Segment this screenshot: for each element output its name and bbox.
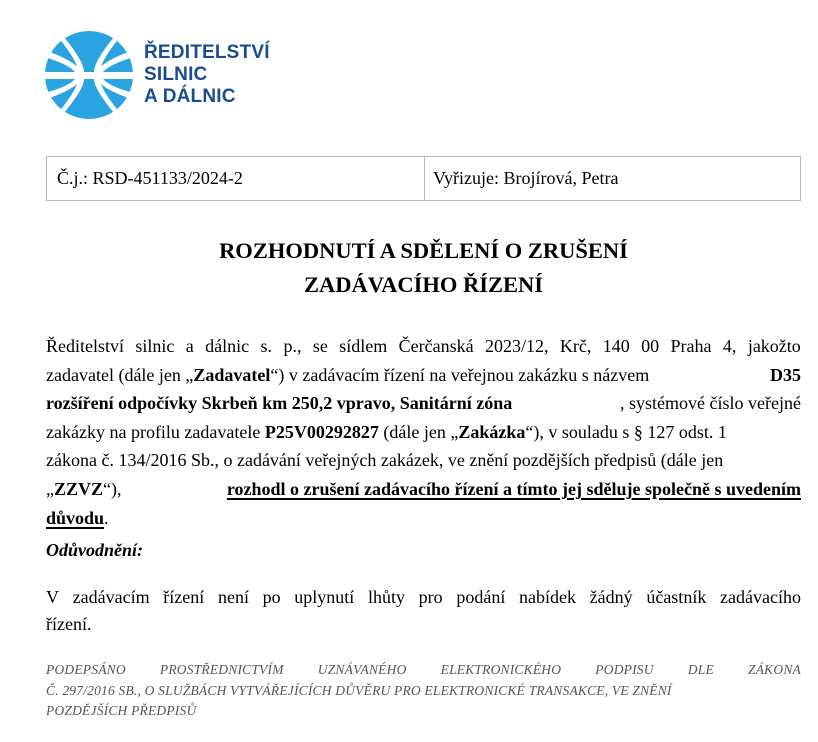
justification-heading: Odůvodnění: <box>46 540 144 560</box>
signature-line-1 <box>46 660 801 681</box>
text-run: . <box>104 507 109 528</box>
word: Čerčanská <box>398 336 474 356</box>
word: podání <box>456 587 506 607</box>
defined-term-zakazka: Zakázka <box>458 421 526 442</box>
word: a <box>185 336 194 356</box>
word: Praha <box>670 336 712 356</box>
text-run: “), <box>103 478 127 499</box>
paragraph-line-3 <box>46 389 801 418</box>
word: PODEPSÁNO <box>46 662 126 677</box>
text-run: zákona č. 134/2016 Sb., o zadávání veřejných zakázek, ve znění pozdějších předpisů (dále jen <box>46 450 724 471</box>
word: nabídek <box>519 587 576 607</box>
defined-term-zzvz: ZZVZ <box>54 478 104 499</box>
paragraph-line-6 <box>46 475 801 504</box>
paragraph-line-5 <box>46 446 801 475</box>
text-run: zakázky na profilu zadavatele <box>46 421 265 442</box>
paragraph-line-4 <box>46 418 801 447</box>
text-run: , systémové číslo veřejné <box>620 393 801 414</box>
signature-notice <box>46 660 801 722</box>
system-number: P25V00292827 <box>264 421 379 442</box>
word: 4, <box>722 336 737 356</box>
word: p., <box>283 336 302 356</box>
word: se <box>312 336 328 356</box>
word: DLE <box>687 662 714 677</box>
justification-text <box>46 584 801 638</box>
word: dálnic <box>205 336 250 356</box>
logo-line-3: A DÁLNIC <box>144 86 236 107</box>
word: není <box>217 587 249 607</box>
document-title <box>46 234 801 302</box>
contract-name: rozšíření odpočívky Skrbeň km 250,2 vpravo, Sanitární zóna <box>46 393 513 414</box>
text-run: (dále jen „ <box>378 421 459 442</box>
word: UZNÁVANÉHO <box>317 662 407 677</box>
word: s. <box>260 336 273 356</box>
logo-line-1: ŘEDITELSTVÍ <box>144 42 270 63</box>
reference-number: Č.j.: RSD-451133/2024-2 <box>47 157 425 200</box>
word: řízení <box>163 587 205 607</box>
justification-line-1 <box>46 584 801 611</box>
word: V <box>46 587 59 607</box>
text-run: Č. 297/2016 SB., O SLUŽBÁCH VYTVÁŘEJÍCÍCH DŮVĚRU PRO ELEKTRONICKÉ TRANSAKCE, VE ZNĚNÍ <box>46 682 672 698</box>
word: 00 <box>641 336 660 356</box>
logo-line-2: SILNIC <box>144 64 208 85</box>
paragraph-line-1 <box>46 332 801 361</box>
word: ZÁKONA <box>748 662 801 677</box>
justification-line-2 <box>46 611 801 638</box>
word: jakožto <box>747 336 801 356</box>
signature-line-3 <box>46 701 801 722</box>
text-run: „ <box>46 478 54 499</box>
decision-statement: rozhodl o zrušení zadávacího řízení a tímto jej sděluje společně s uvedením <box>226 478 801 499</box>
signature-line-2 <box>46 681 801 702</box>
title-line-2: ZADÁVACÍHO ŘÍZENÍ <box>303 272 543 297</box>
highway-interchange-logo-icon <box>44 30 134 120</box>
word: 2023/12, <box>484 336 549 356</box>
text-run: “), v souladu s § 127 odst. 1 <box>525 421 727 442</box>
word: zadávacím <box>72 587 150 607</box>
word: účastník <box>646 587 707 607</box>
word: Ředitelství <box>46 336 124 356</box>
rsd-logo <box>44 30 270 122</box>
word: zadávacího <box>720 587 801 607</box>
decision-statement-end: důvodu <box>46 507 105 528</box>
word: žádný <box>589 587 633 607</box>
text-run: řízení. <box>46 614 92 634</box>
word: Krč, <box>559 336 592 356</box>
word: PODPISU <box>595 662 654 677</box>
text-run: “) v zadávacím řízení na veřejnou zakázku s názvem <box>270 364 654 385</box>
word: po <box>262 587 281 607</box>
decision-paragraph <box>46 332 801 532</box>
reference-handler: Vyřizuje: Brojírová, Petra <box>433 168 619 188</box>
word: silnic <box>135 336 175 356</box>
defined-term-zadavatel: Zadavatel <box>193 364 271 385</box>
paragraph-line-7 <box>46 504 801 533</box>
word: ELEKTRONICKÉHO <box>440 662 562 677</box>
text-run: POZDĚJŠÍCH PŘEDPISŮ <box>46 703 197 718</box>
word: pro <box>418 587 443 607</box>
word: lhůty <box>367 587 405 607</box>
word: sídlem <box>339 336 388 356</box>
text-run: zadavatel (dále jen „ <box>46 364 194 385</box>
word: 140 <box>602 336 630 356</box>
logo-wordmark <box>144 42 270 108</box>
contract-name-start: D35 <box>770 364 801 385</box>
title-line-1: ROZHODNUTÍ A SDĚLENÍ O ZRUŠENÍ <box>219 238 628 263</box>
word: PROSTŘEDNICTVÍM <box>159 662 284 677</box>
word: uplynutí <box>294 587 355 607</box>
reference-table <box>46 156 801 201</box>
paragraph-line-2 <box>46 361 801 390</box>
